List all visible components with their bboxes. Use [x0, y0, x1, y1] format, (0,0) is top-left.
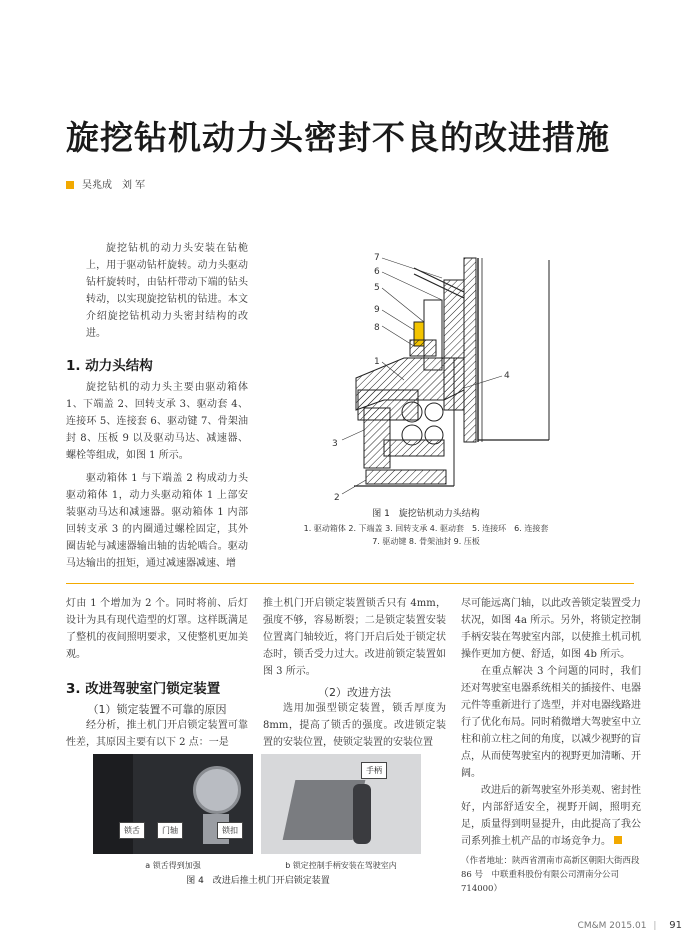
article-title: 旋挖钻机动力头密封不良的改进措施 [66, 118, 610, 157]
intro-paragraph: 旋挖钻机的动力头安装在钻桅上，用于驱动钻杆旋转。动力头驱动钻杆旋转时，由钻杆带动下端的钻头转动，以实现旋挖钻机的钻进。本文介绍旋挖钻机动力头密封结构的改进。 [86, 243, 248, 339]
label-7: 7 [374, 253, 380, 263]
section3-subheading-1: （1）锁定装置不可靠的原因 [87, 703, 227, 716]
section3-subheading-2: （2）改进方法 [318, 686, 391, 699]
lock-plate [193, 766, 241, 814]
col2-after-paragraph: 选用加强型锁定装置，锁舌厚度为 8mm，提高了锁舌的强度。改进锁定装置的安装位置，使锁定装置的安装位置 [263, 703, 446, 748]
col3-paragraph-1: 尽可能远离门轴，以此改善锁定装置受力状况，如图 4a 所示。另外，将锁定控制手柄安装在驾驶室内部，以使推土机司机操作更加方便、舒适，如图 4b 所示。 [461, 598, 641, 660]
label-5: 5 [374, 283, 380, 293]
figure1-legend-2: 7. 驱动键 8. 骨架油封 9. 压板 [372, 537, 480, 546]
figure4-title: 图 4 改进后推土机门开启锁定装置 [186, 876, 330, 886]
intro-column [66, 240, 248, 572]
figure4a-photo [93, 754, 253, 854]
col3-paragraph-2: 在重点解决 3 个问题的同时，我们还对驾驶室电器系统相关的插接件、电器元件等重新进行了选型，并对电器线路进行了优化布局。同时稍微增大驾驶室中立柱和前立柱之间的角度，以减少视野的盲点，从而使驾驶室内的视野更加清晰、开阔。 [461, 666, 641, 779]
label-8: 8 [374, 323, 380, 333]
figure4b-photo [261, 754, 421, 854]
tag-door-hinge: 门轴 [157, 822, 183, 839]
bottom-column-3 [461, 595, 641, 896]
tag-lock-catch: 锁扣 [217, 822, 243, 839]
label-4: 4 [504, 371, 510, 381]
col1-top-paragraph: 灯由 1 个增加为 2 个。同时将前、后灯设计为具有现代造型的灯罩。这样既满足了整机的夜间照明要求，又使整机更加美观。 [66, 598, 248, 660]
journal-name: CM&M 2015.01 [577, 921, 647, 931]
author-names: 吴兆成 刘 军 [82, 180, 146, 191]
footer-separator: | [653, 921, 657, 931]
handle-shape [353, 784, 371, 844]
figure4a-caption: a 锁舌得到加强 [145, 861, 201, 870]
page-footer [578, 920, 682, 931]
page-number: 91 [669, 920, 682, 931]
section1-paragraph-2: 驱动箱体 1 与下端盖 2 构成动力头驱动箱体 1，动力头驱动箱体 1 上部安装驱动马达和减速器。驱动箱体 1 内部回转支承 3 的内圈通过螺栓固定，其外圈齿轮与减速器输出轴的齿轮啮合。驱动马达输出的扭矩，通过减速器减速、增 [66, 473, 248, 569]
tag-lock-tongue: 锁舌 [119, 822, 145, 839]
figure1-caption-title: 图 1 旋挖钻机动力头结构 [372, 509, 480, 519]
figure1-legend-1: 1. 驱动箱体 2. 下端盖 3. 回转支承 4. 驱动套 5. 连接环 6. 连接套 [303, 524, 549, 533]
power-head-drawing [264, 240, 588, 500]
figure4b-caption: b 锁定控制手柄安装在驾驶室内 [285, 861, 397, 870]
section-divider [66, 583, 634, 584]
col3-paragraph-3 [461, 782, 641, 850]
label-9: 9 [374, 305, 380, 315]
authors [66, 176, 145, 191]
col3-paragraph-3-text: 改进后的新驾驶室外形美观、密封性好，内部舒适安全，视野开阔，照明充足，质量得到明显提升，由此提高了我公司系列推土机产品的市场竞争力。 [461, 785, 641, 847]
bottom-column-2 [263, 595, 446, 751]
label-1: 1 [374, 357, 380, 367]
section1-heading: 1. 动力头结构 [66, 358, 153, 374]
author-address: （作者地址：陕西省渭南市高新区朝阳大街西段 86 号 中联重科股份有限公司渭南分公司 714000） [461, 856, 640, 894]
section3-heading: 3. 改进驾驶室门锁定装置 [66, 681, 221, 697]
label-2: 2 [334, 493, 340, 500]
col1-after-paragraph: 经分析，推土机门开启锁定装置可靠性差，其原因主要有以下 2 点：一是 [66, 720, 248, 748]
tag-handle: 手柄 [361, 762, 387, 779]
bullet-square-icon [66, 181, 74, 189]
label-3: 3 [332, 439, 338, 449]
door-frame [93, 754, 133, 854]
label-6: 6 [374, 267, 380, 277]
end-mark-icon [614, 836, 622, 844]
bottom-column-1 [66, 595, 248, 751]
figure-1 [264, 240, 588, 546]
col2-top-paragraph: 推土机门开启锁定装置锁舌只有 4mm，强度不够，容易断裂；二是锁定装置安装位置离门轴较近，将门开启后处于锁定状态时，锁舌受力过大。改进前锁定装置如图 3 所示。 [263, 598, 446, 677]
section1-paragraph-1: 旋挖钻机的动力头主要由驱动箱体 1、下端盖 2、回转支承 3、驱动套 4、连接环 5、连接套 6、驱动键 7、骨架油封 8、压板 9 以及驱动马达、减速器、螺栓等组成，如图 1 所示。 [66, 382, 248, 461]
